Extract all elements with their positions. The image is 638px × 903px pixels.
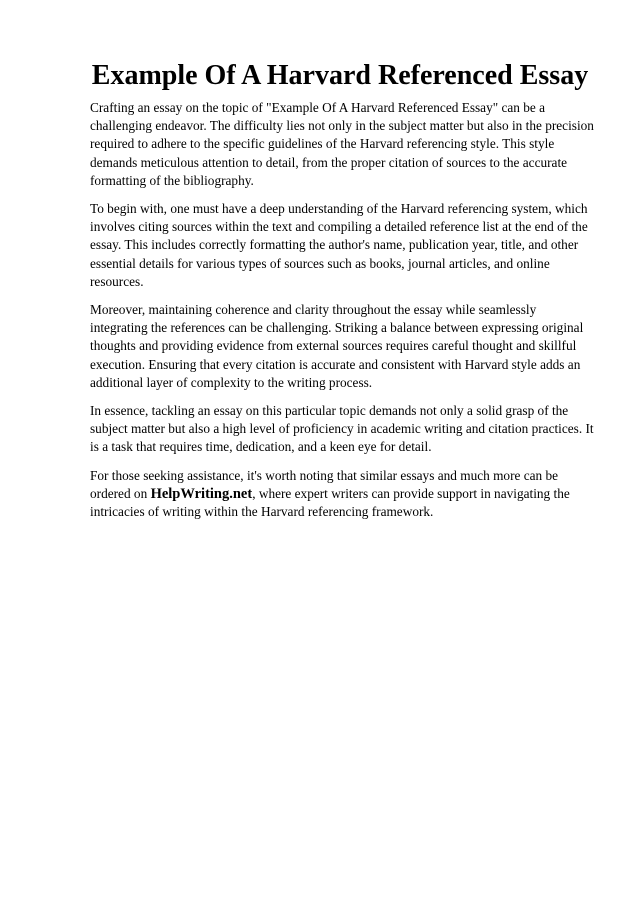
paragraph-4: In essence, tackling an essay on this particular topic demands not only a solid grasp of the subject matter but also a high level of proficiency in academic writing and citation practices. It is a task that requires time, dedication, and a keen eye for detail. (90, 403, 594, 455)
helpwriting-link[interactable]: HelpWriting.net (150, 485, 253, 502)
closing-text-before-link: For those seeking assistance, it's worth noting that similar essays and much more can be ordered on (90, 467, 559, 501)
paragraph-3: Moreover, maintaining coherence and clarity throughout the essay while seamlessly integrating the references can be challenging. Striking a balance between expressing original thoughts and providing evidence from external sources requires careful thought and skillful execution. Ensuring that every citation is accurate and consistent with Harvard style adds an additional layer of complexity to the writing process. (90, 302, 584, 390)
document-body (90, 99, 595, 531)
paragraph-2: To begin with, one must have a deep understanding of the Harvard referencing system, which involves citing sources within the text and compiling a detailed reference list at the end of the essay. This includes correctly formatting the author's name, publication year, title, and other essential details for various types of sources such as books, journal articles, and online resources. (90, 201, 588, 289)
document-title: Example Of A Harvard Referenced Essay (91, 60, 589, 91)
paragraph-closing (90, 467, 595, 522)
closing-text-after-link: , where expert writers can provide support in navigating the intricacies of writing within the Harvard referencing framework. (90, 485, 570, 520)
paragraph-1: Crafting an essay on the topic of "Example Of A Harvard Referenced Essay" can be a challenging endeavor. The difficulty lies not only in the subject matter but also in the precision required to adhere to the specific guidelines of the Harvard referencing style. This style demands meticulous attention to detail, from the proper citation of sources to the accurate formatting of the bibliography. (90, 100, 594, 188)
